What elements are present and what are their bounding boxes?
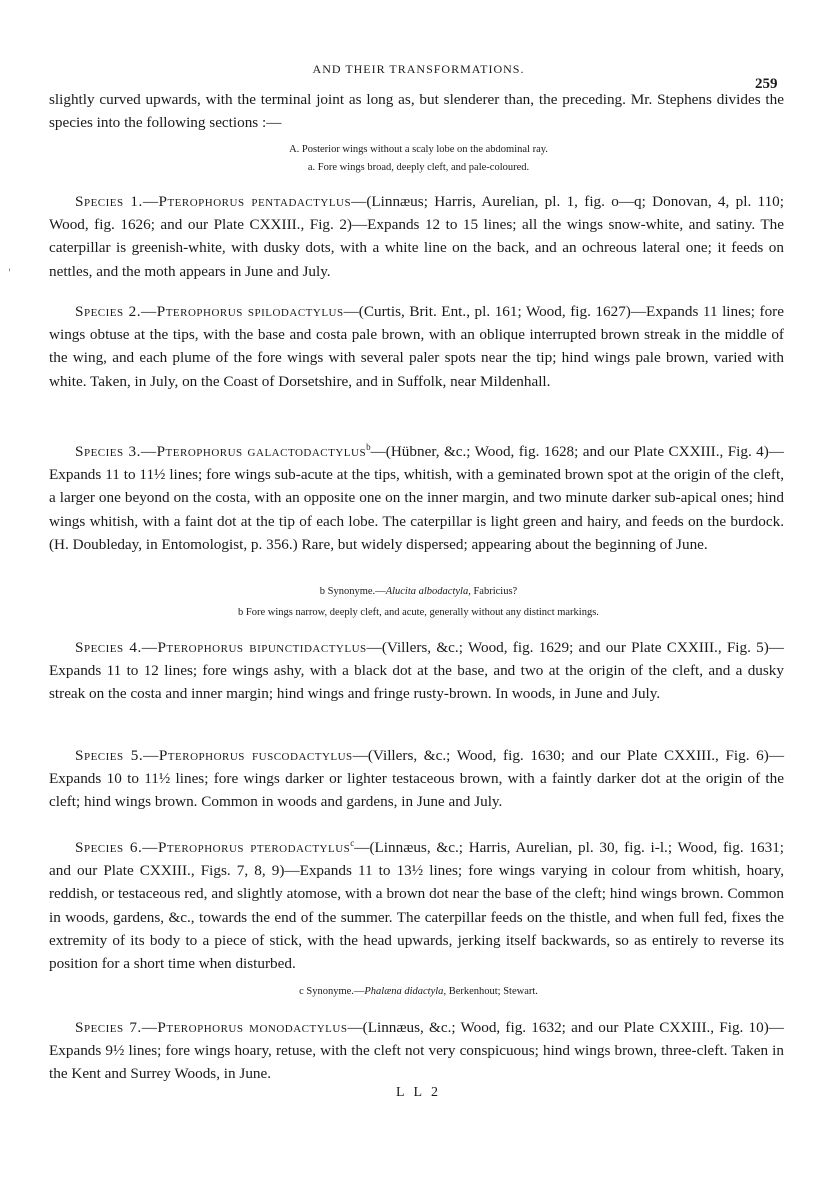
species-2-text xyxy=(49,300,784,393)
species-6-footnote-mark: c xyxy=(350,838,355,848)
species-5-name: Pterophorus fuscodactylus xyxy=(158,747,353,764)
footnote-b-synonym xyxy=(0,584,837,599)
species-6-paragraph xyxy=(49,832,784,975)
species-6-name: Pterophorus pterodactylus xyxy=(157,839,351,857)
species-2-label: Species 2.— xyxy=(75,303,157,320)
page-number: 259 xyxy=(755,76,778,92)
species-4-text xyxy=(49,636,784,706)
species-6-label: Species 6.— xyxy=(75,839,158,857)
species-3-footnote-mark: b xyxy=(366,442,371,452)
species-4-name: Pterophorus bipunctidactylus xyxy=(157,639,367,656)
footnote-c-name: Phalæna didactyla xyxy=(364,986,444,997)
species-1-description: —(Linnæus; Harris, Aurelian, pl. 1, fig. o—q; Donovan, 4, pl. 110; Wood, fig. 1626; and our Plate CXXIII., Fig. 2)—Expands 12 to 15 lines; all the wings snow-white, and satiny. The caterpillar is greenish-white, with dusky dots, with a white line on the back, and an ochreous lateral one; it feeds on nettles, and the moth appears in June and July. xyxy=(49,193,784,280)
species-7-description: —(Linnæus, &c.; Wood, fig. 1632; and our Plate CXXIII., Fig. 10)—Expands 9½ lines; fore wings hoary, retuse, with the cleft not very conspicuous; hind wings brown, three-cleft. Taken in the Kent and Surrey Woods, in June. xyxy=(49,1019,784,1083)
species-5-label: Species 5.— xyxy=(75,747,159,764)
footnote-b-suffix: , Fabricius? xyxy=(468,586,518,597)
margin-speck: ' xyxy=(8,268,11,279)
footnote-c-suffix: , Berkenhout; Stewart. xyxy=(443,986,538,997)
species-2-name: Pterophorus spilodactylus xyxy=(156,303,344,320)
footnote-b-name: Alucita albodactyla xyxy=(385,586,469,597)
species-1-name: Pterophorus pentadactylus xyxy=(158,193,352,210)
intro-text: slightly curved upwards, with the terminal joint as long as, but slenderer than, the preceding. Mr. Stephens divides the species into the following sections :— xyxy=(49,91,784,132)
species-7-name: Pterophorus monodactylus xyxy=(157,1019,348,1036)
species-4-label: Species 4.— xyxy=(75,639,158,656)
species-3-description: —(Hübner, &c.; Wood, fig. 1628; and our Plate CXXIII., Fig. 4)—Expands 11 to 11½ lines; fore wings sub-acute at the tips, whitish, with a geminated brown spot at the origin of the cleft, a larger one beyond on the costa, with an opposite one on the inner margin, and two minute darker sub-apical ones; hind wings whitish, with a faint dot at the tip of each lobe. The caterpillar is light green and hairy, and feeds on the burdock. (H. Doubleday, in Entomologist, p. 356.) Rare, but widely dispersed; appearing about the beginning of June. xyxy=(49,443,784,553)
signature-mark: L L 2 xyxy=(395,1085,442,1100)
species-7-label: Species 7.— xyxy=(75,1019,158,1036)
species-6-text xyxy=(49,832,784,975)
species-3-paragraph xyxy=(49,436,784,556)
species-3-name: Pterophorus galactodactylus xyxy=(156,443,367,461)
species-5-paragraph xyxy=(49,744,784,814)
footnote-b-prefix: b Synonyme.— xyxy=(319,586,386,597)
species-1-paragraph xyxy=(49,190,784,283)
species-4-description: —(Villers, &c.; Wood, fig. 1629; and our Plate CXXIII., Fig. 5)—Expands 11 to 12 lines; fore wings ashy, with a black dot at the base, and two at the origin of the cleft, and a dusky streak on the costa and inner margin; hind wings and fringe rusty-brown. In woods, in June and July. xyxy=(49,639,784,703)
footnote-c-synonym xyxy=(0,984,837,999)
species-5-text xyxy=(49,744,784,814)
species-2-description: —(Curtis, Brit. Ent., pl. 161; Wood, fig. 1627)—Expands 11 lines; fore wings obtuse at the tips, with the base and costa pale brown, with an oblique interrupted brown streak in the middle of the wing, and each plume of the fore wings with several paler spots near the tip; hind wings pale brown, varied with white. Taken, in July, on the Coast of Dorsetshire, and in Suffolk, near Mildenhall. xyxy=(49,303,784,390)
intro-paragraph xyxy=(49,88,784,134)
species-2-paragraph xyxy=(49,300,784,393)
species-1-text xyxy=(49,190,784,283)
species-5-description: —(Villers, &c.; Wood, fig. 1630; and our Plate CXXIII., Fig. 6)—Expands 10 to 11½ lines; fore wings darker or lighter testaceous brown, with a faintly darker dot at the origin of the cleft; hind wings brown. Common in woods and gardens, in June and July. xyxy=(49,747,785,811)
section-a-heading: A. Posterior wings without a scaly lobe on the abdominal ray. xyxy=(289,144,548,155)
section-b-heading: b Fore wings narrow, deeply cleft, and acute, generally without any distinct markings. xyxy=(238,607,599,618)
species-4-paragraph xyxy=(49,636,784,706)
species-7-text xyxy=(49,1016,784,1086)
running-head: AND THEIR TRANSFORMATIONS. xyxy=(312,62,525,76)
species-6-description: —(Linnæus, &c.; Harris, Aurelian, pl. 30, fig. i-l.; Wood, fig. 1631; and our Plate CXXIII., Figs. 7, 8, 9)—Expands 11 to 13½ lines; fore wings varying in colour from whitish, hoary, reddish, or testaceous red, and slightly atomose, with a brown dot near the base of the cleft; hind wings brown. Common in woods, gardens, &c., towards the end of the summer. The caterpillar feeds on the thistle, and when full fed, fixes the extremity of its body to a piece of stick, with the head upwards, jerking itself backwards, so as entirely to reverse its position for a short time when disturbed. xyxy=(49,839,785,973)
section-a-sub-heading: a. Fore wings broad, deeply cleft, and pale-coloured. xyxy=(307,162,530,173)
species-1-label: Species 1.— xyxy=(75,193,159,210)
footnote-c-prefix: c Synonyme.— xyxy=(299,986,365,997)
species-3-text xyxy=(49,436,784,556)
species-3-label: Species 3.— xyxy=(75,443,157,461)
species-7-paragraph xyxy=(49,1016,784,1086)
